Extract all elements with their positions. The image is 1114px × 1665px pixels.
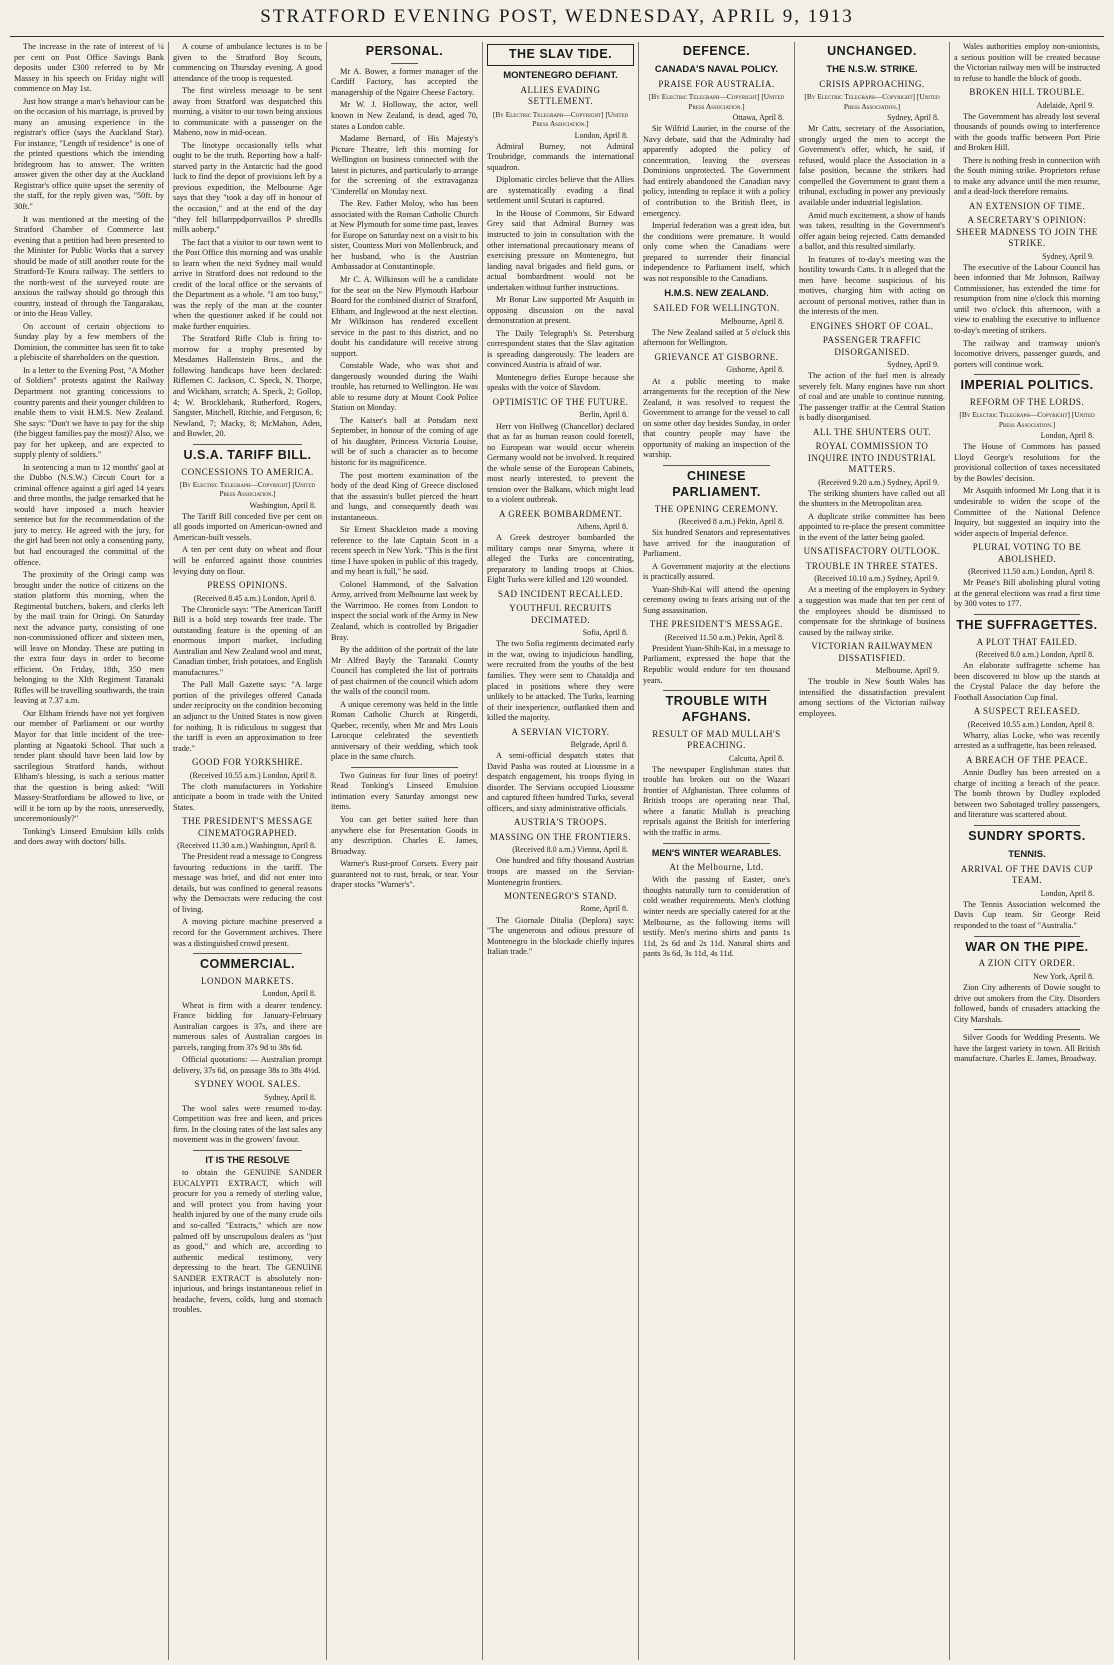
- headline: U.S.A. TARIFF BILL.: [183, 447, 312, 462]
- paragraph: In features of to-day's meeting was the hostility towards Catts. It is alleged that the men have become suspicious of his motives, charging him with acting on account of personal motives, rather than in the interests of the men.: [799, 254, 945, 317]
- subheadline: A GREEK BOMBARDMENT.: [498, 508, 623, 519]
- subheadline: CRISIS APPROACHING.: [819, 78, 925, 89]
- divider: [351, 767, 458, 768]
- subheadline: THE N.S.W. STRIKE.: [826, 63, 918, 75]
- paragraph: The New Zealand sailed at 5 o'clock this afternoon for Wellington.: [643, 327, 790, 348]
- paragraph: The railway and tramway union's locomotive drivers, passenger guards, and porters will continue work.: [954, 338, 1100, 369]
- paragraph: The Tariff Bill conceded five per cent on all goods imported on American-owned and American-built vessels.: [173, 511, 322, 542]
- paragraph: Six hundred Senators and representatives have arrived for the inauguration of Parliament.: [643, 528, 790, 559]
- paragraph: Wales authorities employ non-unionists, a serious position will be created because the Victorian railway men will be instructed to refuse to handle the block of goods.: [954, 42, 1100, 83]
- subheadline: UNSATISFACTORY OUTLOOK.: [803, 546, 941, 557]
- masthead-rule: [10, 36, 1104, 37]
- paragraph: You can get better suited here than anywhere else for Presentation Goods in any description. Charles E. James, Broadway.: [331, 815, 478, 856]
- paragraph: A semi-official despatch states that David Pasha was routed at Lioussme in a despatch engagement, his troops flying in disorder. The Servians occupied Lioussme and captured fifteen hundred Turks, several officers, and sixty administrative officials.: [487, 751, 634, 813]
- column-3: [326, 42, 482, 1660]
- paragraph: The wool sales were resumed to-day. Competition was free and keen, and prices firm. In the closing rates of the last sales any movement was in the growers' favour.: [173, 1103, 322, 1145]
- column-1: [10, 42, 168, 1660]
- paragraph: One hundred and fifty thousand Austrian troops are massed on the Servian-Montenegrin frontiers.: [487, 856, 634, 887]
- subheadline: YOUTHFUL RECRUITS DECIMATED.: [509, 603, 612, 625]
- paragraph: Mr Asquith informed Mr Long that it is undesirable to widen the scope of the Committee of the National Defence Inquiry, but suggested an inquiry into the wider aspects of Imperial defence.: [954, 486, 1100, 538]
- paragraph: Tonking's Linseed Emulsion kills colds and does away with doctors' bills.: [14, 826, 164, 847]
- paragraph: The executive of the Labour Council has been informed that Mr Johnson, Railway Commissioner, has extended the time for resumption from nine o'clock this morning until two o'clock this afternoon, with a view to enabling the executive to influence to-day's meeting of strikers.: [954, 262, 1100, 335]
- subheadline: AUSTRIA'S TROOPS.: [514, 817, 607, 828]
- paragraph: The Kaiser's ball at Potsdam next September, in honour of the coming of age of his daughter, Princess Victoria Louise, will be of such a character as to become historic for its magnificence.: [331, 415, 478, 467]
- paragraph: The linotype occasionally tells what ought to be the truth. Reporting how a half-starved party in the Antarctic had the good luck to find the depot of provisions left by a previous expedition, the Melbourne Age says that they "took a day off in honour of the occasion," and at the end of the day "they fell billarrppdporrvaillos P shredlls mills aoberp.": [173, 140, 322, 235]
- dateline: Belgrade, April 8.: [570, 740, 628, 750]
- paragraph: The trouble in New South Wales has intensified the dissatisfaction prevalent among sections of the Victorian railway employees.: [799, 677, 945, 718]
- advert-heading: MEN'S WINTER WEARABLES.: [651, 847, 782, 858]
- paragraph: Diplomatic circles believe that the Allies are systematically evading a final settlement until Scutari is captured.: [487, 175, 634, 206]
- wire-credit: [By Electric Telegraph—Copyright] [United Press Association.]: [804, 92, 940, 111]
- paragraph: The post mortem examination of the body of the dead King of Greece disclosed that the assassin's bullet pierced the heart and lungs, and consequently death was instantaneous.: [331, 470, 478, 522]
- column-6: [794, 42, 949, 1660]
- paragraph: It was mentioned at the meeting of the Stratford Chamber of Commerce last evening that a petition had been presented to the Minister for Public Works that a survey should be made of still another route for the Stratford-Te Koura railway. The settlers to the north-west of the surveyed route are anxious the railway should go through this country, instead of through the Tangarakau, or into the Heao Valley.: [14, 214, 164, 319]
- dateline: Ottawa, April 8.: [732, 113, 784, 123]
- dateline: London, April 8.: [1040, 888, 1094, 898]
- dateline: (Received 8 a.m.) Pekin, April 8.: [678, 516, 784, 526]
- paragraph: Montenegro defies Europe because she speaks with the voice of Slavdom.: [487, 372, 634, 393]
- divider: [663, 843, 770, 844]
- paragraph: The first wireless message to be sent away from Stratford was despatched this morning, a visitor to our town being anxious to communicate with a passenger on the Maheno, now in mid-ocean.: [173, 86, 322, 138]
- dateline: (Received 8.0 a.m.) Vienna, April 8.: [512, 845, 628, 855]
- subheadline: H.M.S. NEW ZEALAND.: [664, 288, 769, 300]
- paragraph: Sir Ernest Shackleton made a moving reference to the late Captain Scott in a recent speech in New York. "This is the first time I have spoken in public of this tragedy, and my heart is full," he said.: [331, 525, 478, 577]
- dateline: (Received 8.0 a.m.) London, April 8.: [975, 650, 1094, 660]
- paragraph: Two Guineas for four lines of poetry! Read Tonking's Linseed Emulsion intimation every Saturday amongst new items.: [331, 770, 478, 812]
- paragraph: Yuan-Shih-Kai will attend the opening ceremony owing to fears arising out of the Sung assassination.: [643, 584, 790, 615]
- subheadline: MASSING ON THE FRONTIERS.: [489, 831, 632, 842]
- subheadline: A PLOT THAT FAILED.: [976, 636, 1078, 647]
- paragraph: Just how strange a man's behaviour can be on the occasion of his marriage, is proved by many an amusing experience in the registrar's office (says the Auckland Star). For instance, "Length of residence" is one of the printed questions which the intending bridegroom has to answer. The written answer given the other day at the Auckland Registrar's office quite upset the serenity of the staff, for the reply given was, "50ft. by 30ft.": [14, 96, 164, 211]
- dateline: (Received 11.50 a.m.) London, April 8.: [968, 566, 1094, 576]
- dateline: Sydney, April 8.: [264, 1092, 316, 1102]
- subheadline: A ZION CITY ORDER.: [978, 958, 1076, 969]
- paragraph: President Yuan-Shih-Kai, in a message to Parliament, expressed the hope that the Republic would endure for ten thousand years.: [643, 643, 790, 685]
- dateline: Melbourne, April 8.: [720, 316, 784, 326]
- paragraph: A unique ceremony was held in the little Roman Catholic Church at Ringerdi, Quebec, recently, when Mr and Mrs Louis Larocque celebrated the seventieth anniversary of their wedding, which took place in the same church.: [331, 699, 478, 762]
- dateline: Rome, April 8.: [580, 904, 628, 914]
- subheadline: ALLIES EVADING SETTLEMENT.: [520, 84, 601, 107]
- dateline: (Received 10.55 a.m.) London, April 8.: [189, 770, 316, 780]
- subheadline: A BREACH OF THE PEACE.: [965, 754, 1089, 765]
- dateline: (Received 10.55 a.m.) London, April 8.: [967, 719, 1094, 729]
- wire-credit: [By Electric Telegraph—Copyright] [United Press Association.]: [179, 479, 316, 499]
- subheadline: TROUBLE IN THREE STATES.: [805, 560, 939, 571]
- dateline: Adelaide, April 9.: [1036, 100, 1094, 110]
- paragraph: The fact that a visitor to our town went to the Post Office this morning and was unable to learn when the next Sydney mail would arrive in Stratford does not redound to the credit of the local office or the servants of the Department as a whole. "I am too busy," was the reply of the man at the counter when the questioner asked if he could not make further enquiries.: [173, 237, 322, 331]
- dateline: London, April 8.: [262, 989, 316, 999]
- paragraph: Silver Goods for Wedding Presents. We have the largest variety in town. All British manufacture. Charles E. James, Broadway.: [954, 1033, 1100, 1064]
- subheadline: A SERVIAN VICTORY.: [511, 726, 610, 737]
- advert-text: With the passing of Easter, one's thoughts naturally turn to consideration of cold weather requirements. Men's clothing winter needs are specially catered for at the Melbourne, as the following items will testify. Men's merino shirts and pants 1s 11d, 2s 6d and 2s 11d. Natural shirts and pants 3s 6d, 3s 11d, 4s 11d.: [643, 875, 790, 959]
- subheadline: AN EXTENSION OF TIME.: [968, 200, 1086, 211]
- paragraph: An elaborate suffragette scheme has been discovered to blow up the stands at the Crystal Palace the day before the Football Association Cup final.: [954, 661, 1100, 702]
- dateline: Berlin, April 8.: [579, 410, 628, 420]
- paragraph: The proximity of the Oringi camp was brought under the notice of citizens on the station platform this morning, when the Regimental butchers, bakers, and clerks left by the mail train for Oringi. On Saturday next the advance party, consisting of one non-commissioned officer and sixteen men, will leave on Monday. These are putting in the extra four days in order to become efficient. On Friday, 18th, 350 men belonging to the XIth Regiment Taranaki Rifles will be travelling southwards, the train leaving at 7.37 a.m.: [14, 570, 165, 706]
- dateline: (Received 8.45 a.m.) London, April 8.: [193, 593, 316, 603]
- paragraph: The Pall Mall Gazette says: "A large portion of the privileges offered Canada under reciprocity on the condition becoming an adjunct to the United States is now given for nothing. It is ridiculous to suggest that the tariff is even an approximation to free trade.": [173, 680, 322, 753]
- paragraph: Colonel Hammond, of the Salvation Army, arrived from Melbourne last week by the Warrimoo. He comes from London to inspect the social work of the Army in New Zealand, which is controlled by Brigadier Bray.: [331, 579, 478, 642]
- paragraph: Official quotations: — Australian prompt delivery, 37s 6d, on passage 38s to 38s 4½d.: [173, 1055, 322, 1075]
- headline: IMPERIAL POLITICS.: [960, 378, 1094, 393]
- paragraph: The Chronicle says: "The American Tariff Bill is a bold step towards free trade. The outstanding feature is the opening of an enormous import market, including Australian and New Zealand wool and meat, Canadian timber, Irish potatoes, and English manufactures.": [173, 604, 322, 677]
- paragraph: Zion City adherents of Dowie sought to drive out smokers from the City. Disorders followed, bands of crusaders attacking the City Marshals.: [954, 983, 1100, 1024]
- paragraph: At a public meeting to make arrangements for the reception of the New Zealand, it was resolved to request the Government to arrange for the vessel to call on some other day besides Sunday, in order that country people may have the opportunity of making an inspection of the warship.: [643, 376, 790, 460]
- headline: PERSONAL.: [365, 44, 444, 58]
- paragraph: Sir Wilfrid Laurier, in the course of the Navy debate, said that the Admiralty had apparently adopted the policy of concentration, leaving the overseas Dominions unprotected. The Government had entirely abandoned the Canadian navy policy, intending to replace it with a policy of contribution to the British fleet, in emergency.: [643, 124, 790, 218]
- advert-text: to obtain the GENUINE SANDER EUCALYPTI EXTRACT, which will procure for you a remedy of sterling value, and will protect you from having your health injured by one of the many crude oils and so-called "Extracts," which are now palmed off by unscrupulous dealers as "just as good," and which are, according to authentic medical testimony, very depressing to the heart. The GENUINE SANDER EXTRACT is absolutely non-injurious, and brings instantaneous relief in headache, fevers, colds, lung and stomach troubles.: [173, 1168, 322, 1315]
- subheadline: A SECRETARY'S OPINION: SHEER MADNESS TO JOIN THE STRIKE.: [956, 215, 1098, 249]
- subheadline: REFORM OF THE LORDS.: [969, 396, 1085, 407]
- paragraph: Wheat is firm with a dearer tendency. France bidding for January-February Australian cargoes is 37s, and there are numerous sales of Australian cargoes in parcels, ranging from 37s 9d to 38s 6d.: [173, 1000, 322, 1052]
- dateline: New York, April 8.: [1033, 971, 1094, 981]
- headline: THE SLAV TIDE.: [487, 44, 634, 66]
- paragraph: The action of the fuel men is already severely felt. Many engines have run short of coal and are unable to continue running. The passenger traffic at the Central Station is badly disorganised.: [799, 371, 945, 423]
- paragraph: A course of ambulance lectures is to be given to the Stratford Boy Scouts, commencing on Thursday evening. A good attendance of the troop is requested.: [173, 42, 322, 83]
- subheadline: CONCESSIONS TO AMERICA.: [181, 466, 314, 477]
- subheadline: A SUSPECT RELEASED.: [973, 706, 1081, 717]
- dateline: Sydney, April 9.: [1042, 251, 1094, 261]
- dateline: (Received 11.50 a.m.) Pekin, April 8.: [664, 632, 784, 642]
- newspaper-page: [10, 42, 1104, 1660]
- subheadline: ENGINES SHORT OF COAL.: [810, 320, 934, 331]
- column-7: [949, 42, 1104, 1660]
- paragraph: The Government has already lost several thousands of pounds owing to interference with the goods traffic between Port Pirie and Broken Hill.: [954, 111, 1100, 153]
- subheadline: ALL THE SHUNTERS OUT.: [812, 426, 932, 437]
- divider: [974, 1029, 1080, 1030]
- subheadline: SAILED FOR WELLINGTON.: [653, 303, 780, 314]
- paragraph: At a meeting of the employers in Sydney a suggestion was made that ten per cent of the employees should be dismissed to compensate for the shrinkage of business caused by the railway strike.: [799, 585, 945, 637]
- divider: [193, 953, 302, 954]
- headline: CHINESE PARLIAMENT.: [672, 468, 761, 499]
- paragraph: Mr Bonar Law supported Mr Asquith in opposing discussion on the naval demonstration at present.: [487, 295, 634, 326]
- subheadline: PRAISE FOR AUSTRALIA.: [658, 78, 775, 89]
- divider: [974, 614, 1080, 615]
- paragraph: A moving picture machine preserved a record for the Government archives. There was a distinguished crowd present.: [173, 917, 322, 948]
- headline: COMMERCIAL.: [199, 957, 296, 972]
- paragraph: The House of Commons has passed Lloyd George's resolutions for the provisional collection of taxes necessitated by the Bowles' decision.: [954, 442, 1100, 483]
- dateline: (Received 9.20 a.m.) Sydney, April 9.: [818, 477, 939, 487]
- subheadline: RESULT OF MAD MULLAH'S PREACHING.: [652, 728, 781, 751]
- paragraph: Madame Bernard, of His Majesty's Picture Theatre, left this morning for Wellington on business connected with the latest in pictures, and particularly to arrange for the screening of the extravaganza 'Cinderella' on Monday next.: [331, 134, 478, 196]
- divider: [974, 825, 1080, 826]
- paragraph: Admiral Burney, not Admiral Troubridge, commands the international squadron.: [487, 141, 634, 172]
- subheadline: GRIEVANCE AT GISBORNE.: [654, 351, 779, 362]
- subheadline: MONTENEGRO DEFIANT.: [503, 69, 618, 81]
- column-2: [168, 42, 326, 1660]
- paragraph: In sentencing a man to 12 months' gaol at the Dubbo (N.S.W.) Circuit Court for a criminal offence against a girl aged 14 years and three months, the judge remarked that he would have imposed a much heavier sentence but for the recommendation of the jury to mercy. He agreed with the jury, for the girl had been not only a consenting party, but had encouraged the committal of the offence.: [14, 462, 164, 567]
- subheadline: ARRIVAL OF THE DAVIS CUP TEAM.: [960, 863, 1094, 886]
- subheadline: MONTENEGRO'S STAND.: [504, 891, 617, 902]
- paragraph: A duplicate strike committee has been appointed to re-place the present committee in the event of the latter being gaoled.: [799, 511, 945, 542]
- divider: [193, 444, 302, 445]
- divider: [974, 936, 1080, 937]
- headline: UNCHANGED.: [827, 44, 917, 58]
- paragraph: Constable Wade, who was shot and dangerously wounded during the Waihi trouble, has returned to Wellington. He was able to resume duty at Mount Cook Police Station on Monday.: [331, 361, 478, 413]
- paragraph: There is nothing fresh in connection with the South mining strike. Proprietors refuse to make any advance until the men resume, and a dead-lock therefore remains.: [954, 155, 1100, 197]
- paragraph: Mr Catts, secretary of the Association, strongly urged the men to accept the Government's offer, which, he said, if refused, would place the Association in a false position, because the strikers had compelled the Government to grant them a tribunal, excluding in power any previously available under industrial legislation.: [799, 124, 945, 208]
- masthead: STRATFORD EVENING POST, WEDNESDAY, APRIL 9, 1913: [260, 6, 854, 27]
- paragraph: A Government majority at the elections is practically assured.: [643, 561, 790, 582]
- subheadline: VICTORIAN RAILWAYMEN DISSATISFIED.: [811, 641, 933, 663]
- paragraph: The Tennis Association welcomed the Davis Cup team. Sir George Reid responded to the toast of "Australia.": [954, 899, 1100, 931]
- dateline: Sofia, April 8.: [582, 628, 628, 638]
- paragraph: Mr A. Bower, a former manager of the Cardiff Factory, has accepted the managership of the Ngaire Cheese Factory.: [331, 66, 478, 97]
- divider: [663, 690, 770, 691]
- divider: [974, 374, 1080, 375]
- paragraph: The striking shunters have called out all the shunters in the Metropolitan area.: [799, 488, 945, 509]
- paragraph: Imperial federation was a great idea, but the conditions were premature. It would only come when the Canadians were prepared to surrender their financial independence to Parliament itself, which was not responsible to the Canadians.: [643, 221, 790, 283]
- column-4: [482, 42, 638, 1660]
- paragraph: Annie Dudley has been arrested on a charge of inciting a breach of the peace. The bomb thrown by Dudley exploded between two Sabotaged trolley passengers, and literature was scattered about.: [954, 768, 1100, 820]
- divider: [193, 1150, 302, 1151]
- paragraph: The increase in the rate of interest of ¼ per cent on Post Office Savings Bank deposits under £300 referred to by Mr Massey in his speech on Friday night will commence on May 1st.: [14, 42, 164, 94]
- paragraph: Herr von Hollweg (Chancellor) declared that as far as human reason could foretell, no European war would occur wherein Germany would not be involved. It required the whole sense of the European Cabinets, most nearly interested, to prevent the tension over the Balkans, which might lead to a violent outbreak.: [487, 421, 634, 505]
- subheadline: TENNIS.: [1008, 848, 1046, 860]
- paragraph: A ten per cent duty on wheat and flour will be enforced against those countries levying duty on flour.: [173, 545, 322, 576]
- wire-credit: [By Electric Telegraph—Copyright] [United Press Association.]: [959, 410, 1095, 429]
- dateline: (Received 11.30 a.m.) Washington, April 8.: [177, 841, 316, 851]
- paragraph: In a letter to the Evening Post, "A Mother of Soldiers" protests against the Railway Department not granting concessions to country parents and their younger children to enable them to visit H.M.S. New Zealand. She says: "Don't we have to pay for the ship (the biggest families pay the most)? Also, we pay for her upkeep, and are expected to supply plenty of soldiers.": [14, 365, 164, 460]
- paragraph: A Greek destroyer bombarded the military camps near Smyrna, where it alleged the Turks are concentrating, preparatory to landing troops at Chios. Eight Turks were killed and 120 wounded.: [487, 533, 634, 585]
- paragraph: The newspaper Englishman states that trouble has broken out on the Wazari frontier of Afghanistan. Three columns of British troops are operating near Thal, where a fanatic Mullah is preaching reprisals against the British for interfering with the traffic in arms.: [643, 764, 790, 838]
- headline: SUNDRY SPORTS.: [968, 829, 1086, 844]
- subheadline: LONDON MARKETS.: [201, 975, 294, 986]
- headline: WAR ON THE PIPE.: [965, 939, 1089, 954]
- paragraph: Amid much excitement, a show of hands was taken, resulting in the Government's offer again being rejected. Catts demanded a ballot, and this resulted similarly.: [799, 210, 945, 252]
- paragraph: The Stratford Rifle Club is firing to-morrow for a trophy presented by Mesdames Hallenstein Bros., and the following handicaps have been declared: Riflemen C. Jackson, C. Speck, N. Thorpe, and Wickham, scratch; A. Speck, 2; Gollop, 4; W. Brocklebank, Rutherford, Rogers, Sangster, Mitchell, Ritchie, and Ferguson, 6; Newland, 7; Macky, 8; McMahon, Aden, and Bowler, 20.: [173, 334, 322, 439]
- dateline: Washington, April 8.: [249, 500, 316, 510]
- subheadline: ROYAL COMMISSION TO INQUIRE INTO INDUSTRIAL MATTERS.: [807, 441, 937, 475]
- subheadline: SYDNEY WOOL SALES.: [194, 1079, 301, 1090]
- paragraph: Our Eltham friends have not yet forgiven our member of Parliament or our worthy Mayor for that little incident of the tree-planting at Ngaatoki School. That such a tender plant should have been laid low by sacrilegious Stratford hands, without Eltham's blessing, is such a serious matter that the question is being asked: "Will Massey-Stratfordians be allowed to live, or will it be torn up by the roots, unreservedly, unceremoniously?": [14, 708, 164, 824]
- headline: DEFENCE.: [682, 44, 751, 58]
- subheadline: THE OPENING CEREMONY.: [654, 503, 779, 514]
- paragraph: The two Sofia regiments decimated early in the war, owing to injudicious handling, were recruited from the youths of the best families. They were sent to Chataldja and placed in positions where they were unlikely to be attacked. The Turks, learning of their inexperience, outflanked them and killed the majority.: [487, 639, 634, 723]
- paragraph: By the addition of the portrait of the late Mr Alfred Bayly the Taranaki County Council has completed the list of portraits of past chairmen of the council which adorn the walls of the council room.: [331, 645, 478, 697]
- dateline: (Received 10.10 a.m.) Sydney, April 9.: [814, 574, 939, 584]
- paragraph: Mr Pease's Bill abolishing plural voting at the general elections was read a first time by 300 votes to 177.: [954, 578, 1100, 609]
- dateline: Gisborne, April 8.: [726, 365, 784, 375]
- paragraph: The Giornale Ditalia (Deplora) says: "The ungenerous and odious pressure of Montenegro in the blockade chiefly injures Italian trade.": [487, 915, 634, 957]
- wire-credit: [By Electric Telegraph—Copyright] [United Press Association.]: [648, 92, 785, 111]
- headline: TROUBLE WITH AFGHANS.: [665, 694, 768, 724]
- dateline: Sydney, April 8.: [887, 113, 939, 123]
- paragraph: Warner's Rust-proof Corsets. Every pair guaranteed not to rust, break, or tear. Your draper stocks "Warner's".: [331, 859, 478, 890]
- subheadline: PASSENGER TRAFFIC DISORGANISED.: [822, 335, 922, 357]
- dateline: Melbourne, April 9.: [875, 665, 939, 675]
- subheadline: BROKEN HILL TROUBLE.: [969, 87, 1085, 98]
- dateline: Calcutta, April 8.: [728, 753, 784, 763]
- paragraph: The Daily Telegraph's St. Petersburg correspondent states that the Slav agitation is spreading dangerously. The leaders are convinced Austria is afraid of war.: [487, 328, 634, 370]
- paragraph: Wharry, alias Locke, who was recently arrested as a suffragette, has been released.: [954, 730, 1100, 751]
- column-5: [638, 42, 794, 1660]
- advert-subheading: At the Melbourne, Ltd.: [669, 861, 764, 872]
- paragraph: Mr W. J. Holloway, the actor, well known in New Zealand, is dead, aged 70, states a London cable.: [331, 100, 478, 131]
- subheadline: SAD INCIDENT RECALLED.: [497, 589, 624, 599]
- paragraph: The President read a message to Congress favouring reductions in the tariff. The message was brief, and did not enter into details, but was confined to general reasons why the Democrats were reducing the cost of living.: [173, 852, 322, 914]
- paragraph: Mr C. A. Wilkinson will be a candidate for the seat on the New Plymouth Harbour Board for the combined district of Stratford, Eltham, and Inglewood at the next election. Mr Wilkinson has rendered excellent service in the past to this district, and no doubt his candidature will receive strong support.: [331, 274, 478, 358]
- subheadline: PRESS OPINIONS.: [207, 580, 288, 591]
- paragraph: The cloth manufacturers in Yorkshire anticipate a boom in trade with the United States.: [173, 781, 322, 812]
- wire-credit: [By Electric Telegraph—Copyright] [United Press Association.]: [492, 109, 629, 129]
- dateline: Sydney, April 9.: [887, 360, 939, 370]
- dateline: London, April 8.: [1040, 431, 1094, 441]
- subheadline: THE PRESIDENT'S MESSAGE CINEMATOGRAPHED.: [182, 816, 313, 838]
- paragraph: In the House of Commons, Sir Edward Grey said that Admiral Burney was instructed to join in consultation with the other international precautionary means of exercising pressure on Montenegro, but landing naval brigades and field guns, or actual bombardment would not be undertaken without further instructions.: [487, 208, 634, 292]
- subheadline: CANADA'S NAVAL POLICY.: [654, 63, 779, 75]
- paragraph: On account of certain objections to Sunday play by a few members of the Dominion, the committee has seen fit to take a plebiscite of shareholders on the question.: [14, 321, 164, 363]
- divider: [663, 465, 770, 466]
- advert-heading: IT IS THE RESOLVE: [205, 1154, 290, 1165]
- divider: [391, 63, 418, 64]
- subheadline: THE PRESIDENT'S MESSAGE.: [649, 619, 784, 630]
- paragraph: The Rev. Father Moloy, who has been associated with the Roman Catholic Church at New Plymouth for some time past, leaves for Europe on Saturday next on a visit to his sister, Countess Mori von Mollenbruck, and her husband, who is the Austrian Ambassador at Constantinople.: [331, 199, 478, 272]
- subheadline: OPTIMISTIC OF THE FUTURE.: [492, 396, 629, 407]
- dateline: Athens, April 8.: [576, 522, 628, 532]
- dateline: London, April 8.: [574, 130, 628, 140]
- headline: THE SUFFRAGETTES.: [956, 617, 1098, 632]
- subheadline: PLURAL VOTING TO BE ABOLISHED.: [972, 542, 1082, 564]
- subheadline: GOOD FOR YORKSHIRE.: [192, 757, 303, 768]
